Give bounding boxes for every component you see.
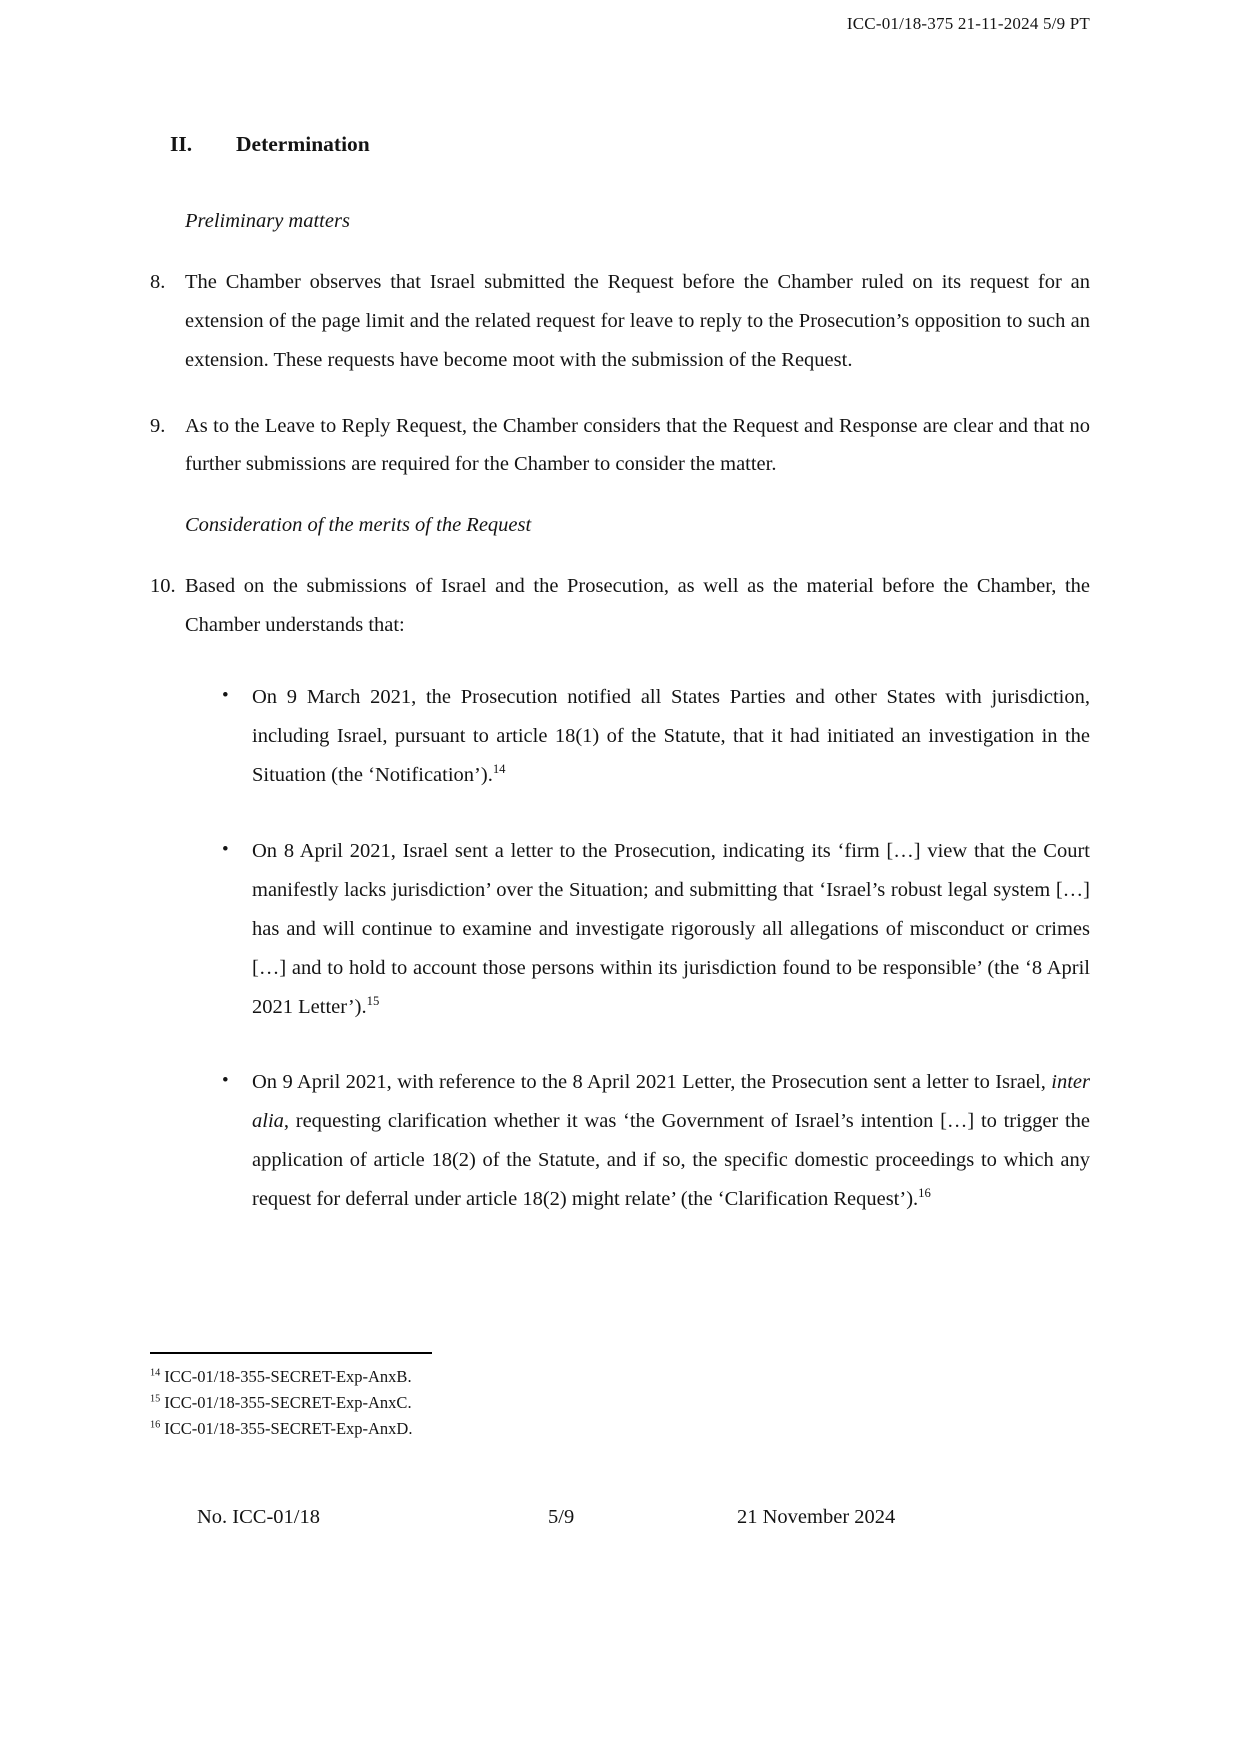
bullet-icon: • — [222, 684, 229, 706]
list-item-body-before: On 9 April 2021, with reference to the 8 April 2021 Letter, the Prosecution sent a letter to Israel, — [252, 1071, 1052, 1094]
list-item-notification — [150, 678, 1090, 795]
footnote-text: ICC-01/18-355-SECRET-Exp-AnxD. — [164, 1419, 413, 1439]
section-title: Determination — [236, 132, 370, 156]
paragraph-9 — [150, 407, 1090, 485]
footnote-reference-14: 14 — [492, 761, 506, 776]
list-item-body: On 8 April 2021, Israel sent a letter to the Prosecution, indicating its ‘firm […] view that the Court manifestly lacks jurisdiction’ over the Situation; and submitting that ‘Israel’s robust legal system […] has and will continue to examine and investigate rigorously all allegations of misconduct or crimes […] and to hold to account those persons within its jurisdiction found to be responsible’ (the ‘8 April 2021 Letter’). — [252, 839, 1090, 1018]
footnotes-section — [150, 1352, 1090, 1442]
list-item-text — [252, 1063, 1090, 1219]
latin-phrase-italic: inter alia — [252, 1071, 1090, 1133]
footnotes-divider — [150, 1352, 432, 1354]
paragraph-number: 10. — [150, 575, 176, 598]
paragraph-text: The Chamber observes that Israel submitted the Request before the Chamber ruled on its request for an extension of the page limit and the related request for leave to reply to the Prosecution’s opposition to such an extension. These requests have become moot with the submission of the Request. — [185, 270, 1090, 371]
paragraph-number: 9. — [150, 414, 166, 437]
list-item-body-after: , requesting clarification whether it was ‘the Government of Israel’s intention […] to trigger the application of article 18(2) of the Statute, and if so, the specific domestic proceedings to which any request for deferral under article 18(2) might relate’ (the ‘Clarification Request’). — [252, 1110, 1090, 1211]
footnote-text: ICC-01/18-355-SECRET-Exp-AnxC. — [164, 1393, 412, 1413]
paragraph-number: 8. — [150, 270, 166, 293]
bullet-icon: • — [222, 1070, 229, 1092]
list-item-body: On 9 March 2021, the Prosecution notified all States Parties and other States with jurisdiction, including Israel, pursuant to article 18(1) of the Statute, that it had initiated an investigation in the Situation (the ‘Notification’). — [252, 685, 1090, 786]
footnote-number: 16 — [150, 1419, 161, 1431]
paragraph-text: As to the Leave to Reply Request, the Chamber considers that the Request and Response are clear and that no further submissions are required for the Chamber to consider the matter. — [185, 414, 1090, 476]
footnote-reference-16: 16 — [918, 1186, 931, 1201]
footer-case-number: No. ICC-01/18 — [197, 1506, 320, 1528]
list-item-text — [252, 832, 1090, 1027]
footnote-reference-15: 15 — [366, 993, 380, 1008]
footnote-16 — [150, 1416, 1090, 1442]
list-item-april-8-letter — [150, 832, 1090, 1027]
footnote-15 — [150, 1390, 1090, 1416]
footer-page-number: 5/9 — [548, 1506, 575, 1528]
paragraph-10 — [150, 567, 1090, 645]
subheading-preliminary-matters: Preliminary matters — [185, 210, 350, 232]
footnote-14 — [150, 1364, 1090, 1390]
section-heading — [170, 132, 1090, 157]
paragraph-text: Based on the submissions of Israel and the Prosecution, as well as the material before the Chamber, the Chamber understands that: — [185, 575, 1090, 636]
footnote-number: 15 — [150, 1393, 161, 1405]
bullet-list — [150, 678, 1090, 1219]
list-item-clarification-request — [150, 1063, 1090, 1219]
paragraph-8 — [150, 263, 1090, 380]
document-body — [150, 132, 1090, 1256]
footer-date: 21 November 2024 — [737, 1506, 896, 1528]
list-item-text — [252, 678, 1090, 795]
footnote-number: 14 — [150, 1367, 161, 1379]
document-reference-header: ICC-01/18-375 21-11-2024 5/9 PT — [846, 14, 1090, 33]
footnote-text: ICC-01/18-355-SECRET-Exp-AnxB. — [164, 1367, 412, 1386]
section-number: II. — [170, 132, 193, 156]
subheading-consideration-of-merits: Consideration of the merits of the Request — [185, 514, 532, 537]
bullet-icon: • — [222, 838, 229, 860]
